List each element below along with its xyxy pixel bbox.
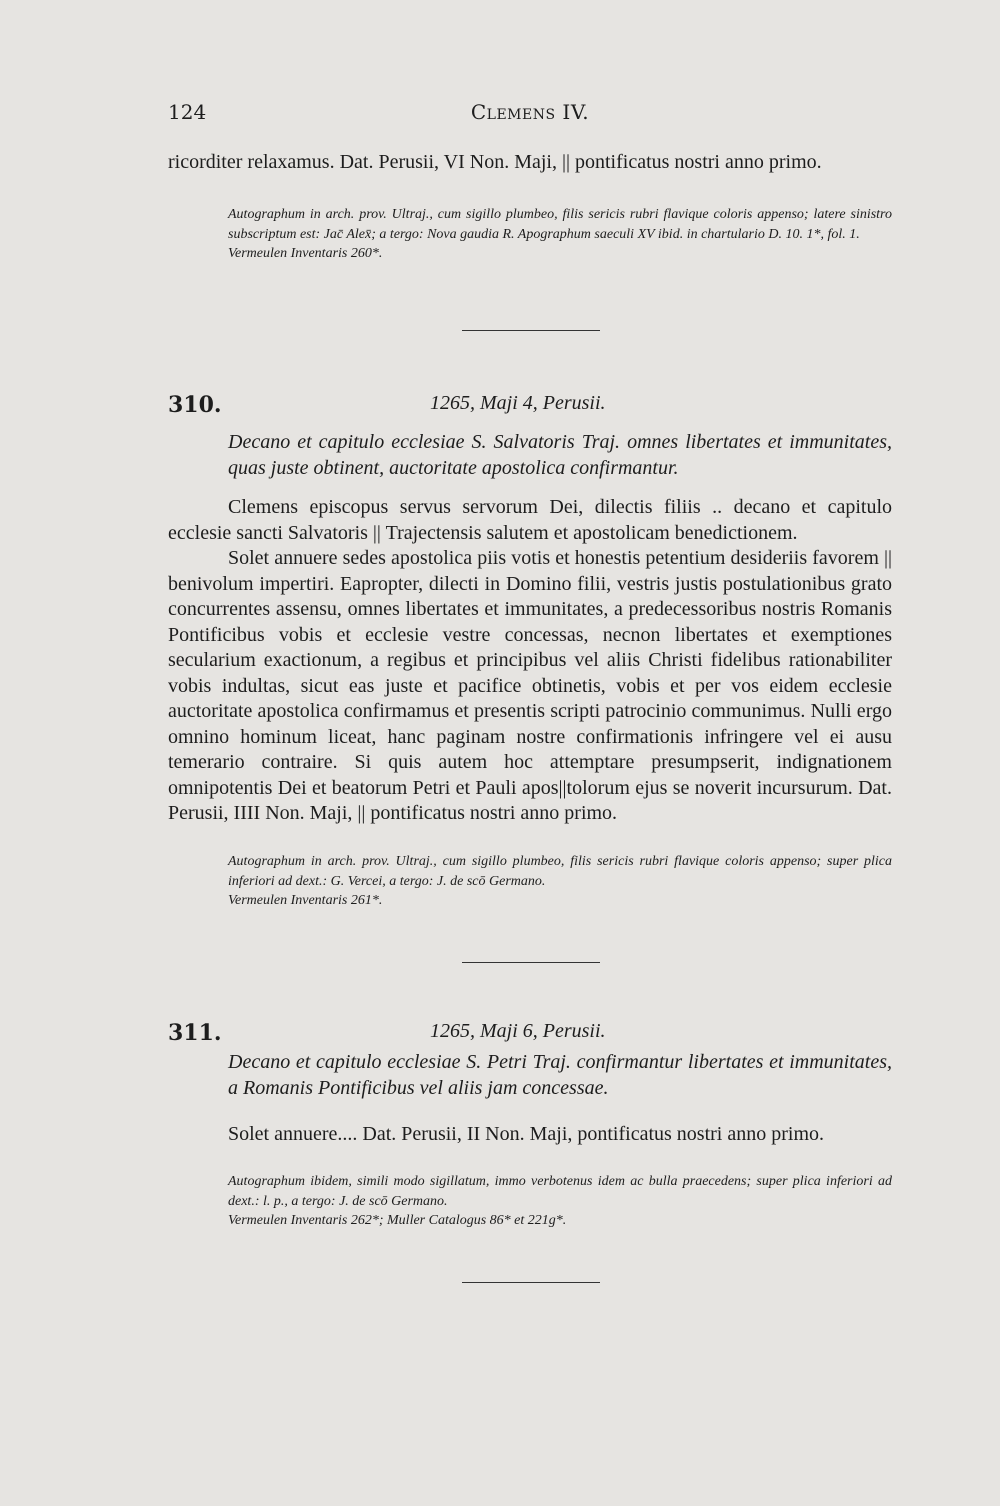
note-260-source: Autographum in arch. prov. Ultraj., cum sigillo plumbeo, filis sericis rubri flavique coloris appenso; latere sinistro subscriptum est: Jac̄ Alex̄; a tergo: Nova gaudia R. Apographum saeculi XV ibid. in chartulario D. 10. 1*, fol. 1.: [228, 207, 892, 242]
top-paragraph: ricorditer relaxamus. Dat. Perusii, VI Non. Maji, || pontificatus nostri anno primo.: [168, 151, 822, 173]
doc-311-date: 1265, Maji 6, Perusii.: [430, 1020, 606, 1042]
doc-311-summary-block: [168, 1050, 892, 1101]
page-header: [168, 100, 892, 132]
doc-311-body: [168, 1122, 892, 1148]
doc-310-body: [168, 495, 892, 827]
section-divider: [462, 330, 600, 331]
section-divider: [462, 962, 600, 963]
doc-310-note: [168, 852, 892, 911]
doc-310-date: 1265, Maji 4, Perusii.: [430, 392, 606, 414]
note-260: [168, 205, 892, 264]
doc-310-summary: Decano et capitulo ecclesiae S. Salvatoris Traj. omnes libertates et immunitates, quas juste obtinent, auctoritate apostolica confirmantur.: [228, 431, 892, 479]
doc-311-text: Solet annuere.... Dat. Perusii, II Non. Maji, pontificatus nostri anno primo.: [228, 1123, 825, 1145]
continued-text: [168, 150, 892, 176]
page-number: 124: [168, 100, 207, 124]
doc-310-inventory: Vermeulen Inventaris 261*.: [228, 893, 383, 908]
note-260-inventory: Vermeulen Inventaris 260*.: [228, 246, 383, 261]
doc-310-salutation: Clemens episcopus servus servorum Dei, dilectis filiis .. decano et capitulo ecclesie sancti Salvatoris || Trajectensis salutem et apostolicam benedictionem.: [168, 496, 892, 544]
doc-310-number: 310.: [168, 392, 222, 418]
doc-311-inventory: Vermeulen Inventaris 262*; Muller Catalogus 86* et 221g*.: [228, 1213, 567, 1228]
doc-311-summary: Decano et capitulo ecclesiae S. Petri Traj. confirmantur libertates et immunitates, a Romanis Pontificibus vel aliis jam concessae.: [228, 1051, 892, 1099]
doc-311-source: Autographum ibidem, simili modo sigillatum, immo verbotenus idem ac bulla praecedens; super plica inferiori ad dext.: l. p., a tergo: J. de scō Germano.: [228, 1174, 892, 1209]
running-head: Clemens IV.: [470, 100, 590, 124]
doc-310-source: Autographum in arch. prov. Ultraj., cum sigillo plumbeo, filis sericis rubri flavique coloris appenso; super plica inferiori ad dext.: G. Vercei, a tergo: J. de scō Germano.: [228, 854, 892, 889]
doc-311-number: 311.: [168, 1020, 222, 1046]
section-divider: [462, 1282, 600, 1283]
doc-310-summary-block: [168, 430, 892, 481]
doc-310-text: Solet annuere sedes apostolica piis votis et honestis petentium desideriis favorem || benivolum impertiri. Eapropter, dilecti in Domino filii, vestris justis postulationibus grato concurrentes assensu, omnes libertates et immunitates, a predecessoribus nostris Romanis Pontificibus vobis et ecclesie vestre concessas, necnon libertates et exemptiones secularium exactionum, a regibus et principibus vel aliis Christi fidelibus rationabiliter vobis indultas, sicut eas juste et pacifice obtinetis, vobis et per vos eidem ecclesie auctoritate apostolica confirmamus et presentis scripti patrocinio communimus. Nulli ergo omnino hominum liceat, hanc paginam nostre confirmationis infringere vel ei ausu temerario contraire. Si quis autem hoc attemptare presumpserit, indignationem omnipotentis Dei et beatorum Petri et Pauli apos||tolorum ejus se noverit incursurum. Dat. Perusii, IIII Non. Maji, || pontificatus nostri anno primo.: [168, 547, 892, 824]
doc-311-note: [168, 1172, 892, 1231]
